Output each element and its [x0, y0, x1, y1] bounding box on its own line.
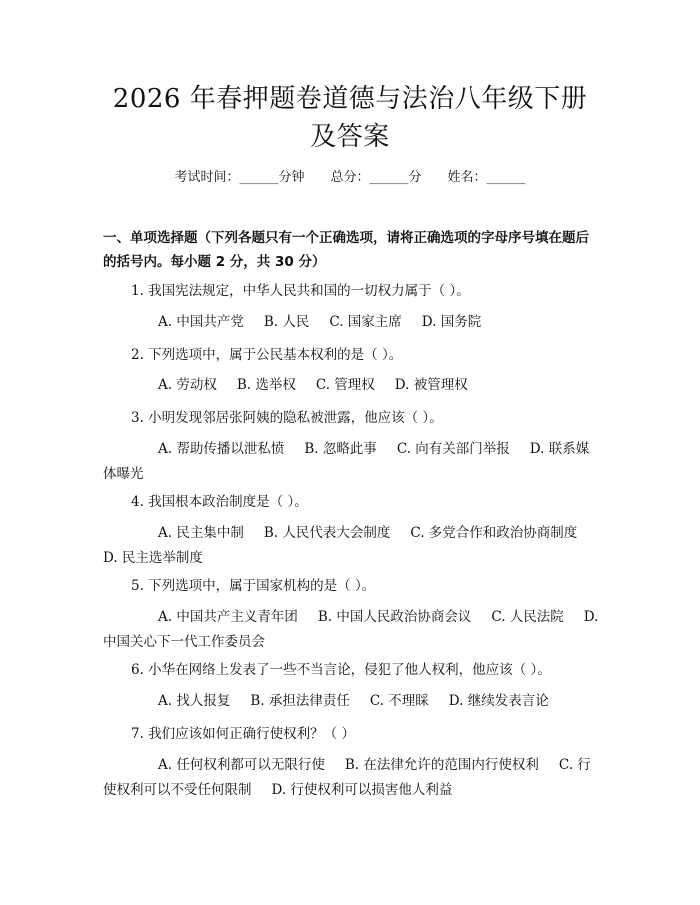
option-c: C. 行使权利可以不受任何限制	[103, 757, 591, 798]
total-score-field: 总分：______分	[330, 170, 422, 185]
option-c: C. 国家主席	[329, 314, 402, 330]
option-c: C. 多党合作和政治协商制度	[410, 525, 578, 541]
section-heading: 一、单项选择题（下列各题只有一个正确选项，请将正确选项的字母序号填在题后的括号内。每小题 2 分，共 30 分）	[103, 230, 589, 270]
question-options	[103, 373, 600, 398]
option-a: A. 中国共产主义青年团	[158, 609, 298, 625]
question-stem: 7. 我们应该如何正确行使权利？（ ）	[131, 726, 355, 742]
option-d: D. 继续发表言论	[448, 693, 549, 709]
option-a: A. 中国共产党	[158, 314, 244, 330]
question-options	[103, 310, 600, 335]
option-d: D. 行使权利可以损害他人利益	[271, 782, 453, 798]
option-b: B. 忽略此事	[304, 441, 377, 457]
option-c: C. 向有关部门举报	[396, 441, 510, 457]
question-stem: 6. 小华在网络上发表了一些不当言论，侵犯了他人权利，他应该（ ）。	[131, 662, 551, 678]
option-b: B. 人民	[263, 314, 310, 330]
question-stem: 2. 下列选项中，属于公民基本权利的是（ ）。	[131, 347, 403, 363]
option-d: D. 国务院	[421, 314, 482, 330]
student-name-field: 姓名：______	[447, 170, 526, 185]
question-options	[103, 689, 600, 714]
option-c: C. 人民法院	[491, 609, 564, 625]
option-a: A. 找人报复	[158, 693, 231, 709]
question-stem: 4. 我国根本政治制度是（ ）。	[131, 494, 308, 510]
option-d: D. 中国关心下一代工作委员会	[103, 609, 599, 650]
option-a: A. 民主集中制	[158, 525, 244, 541]
option-c: C. 管理权	[315, 377, 375, 393]
option-d: D. 联系媒体曝光	[103, 441, 590, 482]
page-title: 2026 年春押题卷道德与法治八年级下册及答案	[112, 84, 588, 152]
option-b: B. 在法律允许的范围内行使权利	[344, 757, 539, 773]
question-options	[103, 753, 600, 803]
option-d: D. 民主选举制度	[103, 550, 203, 566]
question-stem: 3. 小明发现邻居张阿姨的隐私被泄露，他应该（ ）。	[131, 410, 443, 426]
option-b: B. 选举权	[236, 377, 296, 393]
option-a: A. 帮助传播以泄私愤	[158, 441, 285, 457]
option-d: D. 被管理权	[394, 377, 468, 393]
option-b: B. 人民代表大会制度	[263, 525, 391, 541]
option-a: A. 任何权利都可以无限行使	[158, 757, 325, 773]
option-b: B. 承担法律责任	[250, 693, 350, 709]
question-options	[103, 521, 600, 571]
question-options	[103, 605, 600, 655]
question-stem: 1. 我国宪法规定，中华人民共和国的一切权力属于（ ）。	[131, 283, 470, 299]
option-b: B. 中国人民政治协商会议	[317, 609, 472, 625]
question-stem: 5. 下列选项中，属于国家机构的是（ ）。	[131, 578, 376, 594]
exam-info-line	[0, 168, 700, 188]
exam-time-field: 考试时间：______分钟	[174, 170, 305, 185]
option-a: A. 劳动权	[158, 377, 217, 393]
option-c: C. 不理睬	[369, 693, 429, 709]
question-options	[103, 437, 600, 487]
